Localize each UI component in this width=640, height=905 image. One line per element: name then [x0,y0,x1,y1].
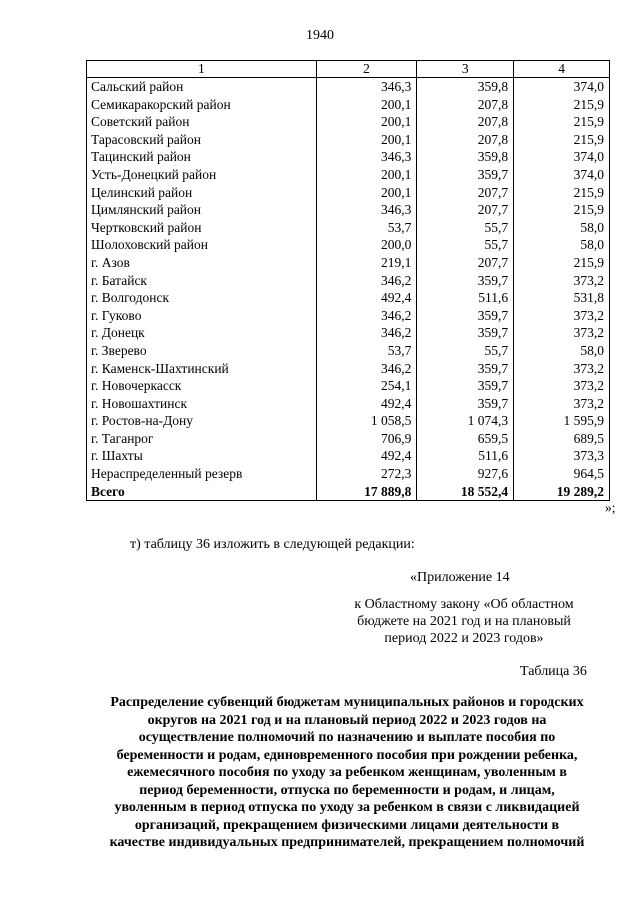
value-cell: 359,8 [417,148,514,166]
value-cell: 373,2 [514,395,610,413]
row-label-cell: Всего [87,483,317,501]
value-cell: 346,3 [316,201,417,219]
value-cell: 373,2 [514,360,610,378]
value-cell: 689,5 [514,430,610,448]
table-row [87,447,610,465]
row-label-cell: г. Донецк [87,324,317,342]
table-row [87,166,610,184]
table-row [87,254,610,272]
value-cell: 359,7 [417,360,514,378]
table-row [87,395,610,413]
page-number: 1940 [306,28,334,43]
heading-line: беременности и родам, единовременного пособия при рождении ребенка, [116,747,578,763]
value-cell: 373,3 [514,447,610,465]
row-label-cell: Шолоховский район [87,236,317,254]
value-cell: 359,7 [417,166,514,184]
value-cell: 200,1 [316,96,417,114]
value-cell: 272,3 [316,465,417,483]
value-cell: 1 058,5 [316,412,417,430]
value-cell: 200,1 [316,166,417,184]
value-cell: 3 [417,61,514,78]
appendix-reference [330,596,598,647]
value-cell: 346,2 [316,272,417,290]
table-label: Таблица 36 [520,664,587,679]
value-cell: 1 074,3 [417,412,514,430]
value-cell: 373,2 [514,272,610,290]
value-cell: 55,7 [417,219,514,237]
value-cell: 2 [316,61,417,78]
row-label-cell: Усть-Донецкий район [87,166,317,184]
value-cell: 374,0 [514,148,610,166]
table-heading [80,694,614,852]
table-row [87,78,610,96]
value-cell: 58,0 [514,236,610,254]
value-cell: 207,8 [417,96,514,114]
table-header-row [87,61,610,78]
row-label-cell: Чертковский район [87,219,317,237]
subsidy-table [86,60,610,501]
row-label-cell: Тарасовский район [87,131,317,149]
value-cell: 254,1 [316,377,417,395]
value-cell: 374,0 [514,166,610,184]
value-cell: 927,6 [417,465,514,483]
row-label-cell: Семикаракорский район [87,96,317,114]
value-cell: 200,1 [316,113,417,131]
row-label-cell: г. Ростов-на-Дону [87,412,317,430]
value-cell: 492,4 [316,395,417,413]
value-cell: 359,8 [417,78,514,96]
row-label-cell: Цимлянский район [87,201,317,219]
row-label-cell: г. Новошахтинск [87,395,317,413]
table-row [87,184,610,202]
value-cell: 215,9 [514,131,610,149]
row-label-cell: г. Зверево [87,342,317,360]
table-row [87,131,610,149]
value-cell: 359,7 [417,307,514,325]
value-cell: 4 [514,61,610,78]
value-cell: 659,5 [417,430,514,448]
row-label-cell: г. Азов [87,254,317,272]
value-cell: 207,8 [417,131,514,149]
value-cell: 215,9 [514,184,610,202]
table-row [87,272,610,290]
heading-line: организаций, прекращением физическими лицами деятельности в [134,817,560,833]
row-label-cell: г. Волгодонск [87,289,317,307]
table-total-row [87,483,610,501]
heading-line: период беременности, отпуска по беременности и родам, и лицам, [139,782,555,798]
value-cell: 200,1 [316,184,417,202]
row-label-cell: г. Гуково [87,307,317,325]
instruction-text: т) таблицу 36 изложить в следующей редакции: [130,537,415,552]
value-cell: 55,7 [417,236,514,254]
appendix-title: «Приложение 14 [410,570,510,585]
value-cell: 17 889,8 [316,483,417,501]
row-label-cell: Сальский район [87,78,317,96]
value-cell: 55,7 [417,342,514,360]
value-cell: 346,3 [316,148,417,166]
row-label-cell: 1 [87,61,317,78]
heading-line: округов на 2021 год и на плановый период 2022 и 2023 годов на [147,712,547,728]
row-label-cell: г. Каменск-Шахтинский [87,360,317,378]
value-cell: 373,2 [514,324,610,342]
heading-line: Распределение субвенций бюджетам муниципальных районов и городских [110,695,584,710]
value-cell: 19 289,2 [514,483,610,501]
appendix-ref-line: период 2022 и 2023 годов» [384,631,544,646]
table-row [87,430,610,448]
table-row [87,465,610,483]
value-cell: 207,7 [417,254,514,272]
closing-quote-suffix: »; [605,500,616,515]
table-row [87,307,610,325]
heading-line: ежемесячного пособия по уходу за ребенком женщинам, уволенным в [127,765,567,780]
table-row [87,324,610,342]
appendix-ref-line: к Областному закону «Об областном [354,597,574,612]
appendix-ref-line: бюджете на 2021 год и на плановый [357,614,571,629]
row-label-cell: Советский район [87,113,317,131]
value-cell: 359,7 [417,395,514,413]
value-cell: 373,2 [514,307,610,325]
value-cell: 359,7 [417,377,514,395]
row-label-cell: Нераспределенный резерв [87,465,317,483]
value-cell: 58,0 [514,342,610,360]
value-cell: 18 552,4 [417,483,514,501]
table-row [87,360,610,378]
value-cell: 53,7 [316,342,417,360]
value-cell: 215,9 [514,201,610,219]
table-row [87,96,610,114]
table-row [87,412,610,430]
value-cell: 346,2 [316,360,417,378]
value-cell: 531,8 [514,289,610,307]
table-row [87,342,610,360]
row-label-cell: Целинский район [87,184,317,202]
table-row [87,377,610,395]
value-cell: 374,0 [514,78,610,96]
value-cell: 492,4 [316,447,417,465]
value-cell: 492,4 [316,289,417,307]
value-cell: 346,2 [316,324,417,342]
value-cell: 706,9 [316,430,417,448]
value-cell: 215,9 [514,113,610,131]
value-cell: 200,1 [316,131,417,149]
table-row [87,236,610,254]
row-label-cell: г. Шахты [87,447,317,465]
value-cell: 511,6 [417,289,514,307]
row-label-cell: Тацинский район [87,148,317,166]
value-cell: 200,0 [316,236,417,254]
value-cell: 1 595,9 [514,412,610,430]
value-cell: 346,2 [316,307,417,325]
table-row [87,148,610,166]
value-cell: 219,1 [316,254,417,272]
heading-line: осуществление полномочий по назначению и выплате пособия по [138,730,556,745]
row-label-cell: г. Батайск [87,272,317,290]
value-cell: 207,7 [417,201,514,219]
table-row [87,219,610,237]
table-row [87,113,610,131]
value-cell: 359,7 [417,324,514,342]
value-cell: 373,2 [514,377,610,395]
value-cell: 215,9 [514,96,610,114]
value-cell: 215,9 [514,254,610,272]
table-row [87,201,610,219]
value-cell: 346,3 [316,78,417,96]
row-label-cell: г. Новочеркасск [87,377,317,395]
value-cell: 53,7 [316,219,417,237]
value-cell: 207,7 [417,184,514,202]
row-label-cell: г. Таганрог [87,430,317,448]
heading-line: качестве индивидуальных предпринимателей, прекращением полномочий [109,835,585,850]
value-cell: 58,0 [514,219,610,237]
heading-line: уволенным в период отпуска по уходу за ребенком в связи с ликвидацией [114,800,580,815]
table-row [87,289,610,307]
value-cell: 964,5 [514,465,610,483]
value-cell: 207,8 [417,113,514,131]
value-cell: 359,7 [417,272,514,290]
value-cell: 511,6 [417,447,514,465]
